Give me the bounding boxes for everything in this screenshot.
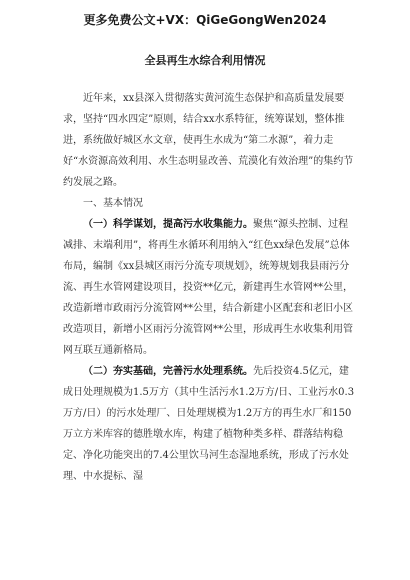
paragraph-1-lead: （一）科学谋划，提高污水收集能力。 xyxy=(83,219,253,230)
paragraph-2-lead: （二）夯实基础，完善污水处理系统。 xyxy=(83,366,253,377)
document-title: 全县再生水综合利用情况 xyxy=(144,54,266,67)
promo-header: 更多免费公文+VX：QiGeGongWen2024 xyxy=(83,13,327,27)
intro-paragraph: 近年来，xx县深入贯彻落实黄河流生态保护和高质量发展要求，坚持“四水四定”原则，结合xx水系特征，统筹谋划，整体推进，系统做好城区水文章，使再生水成为“第二水源”，着力走好“水资源高效利用、水生态明显改善、荒漠化有效治理”的集约节约发展之路。 xyxy=(63,93,354,188)
paragraph-1 xyxy=(63,214,355,361)
paragraph-2-text: 先后投资4.5亿元，建成日处理规模为1.5万方（其中生活污水1.2万方/日、工业污水0.3万方/日）的污水处理厂、日处理规模为1.2万方的再生水厂和150万立方米库容的德胜墩水库，构建了植物种类多样、群落结构稳定、净化功能突出的7.4公里饮马河生态湿地系统，形成了污水处理、中水提标、湿 xyxy=(63,366,355,482)
document-body xyxy=(63,88,355,487)
paragraph-2 xyxy=(63,361,355,487)
section-heading: 一、基本情况 xyxy=(83,198,143,209)
paragraph-1-text: 聚焦“源头控制、过程减排、末端利用”，将再生水循环利用纳入“红色xx绿色发展”总体布局，编制《xx县城区雨污分流专项规划》，统筹规划我县雨污分流、再生水管网建设项目，投资**亿元，新建再生水管网**公里，改造新增市政雨污分流管网**公里，结合新建小区配套和老旧小区改造项目，新增小区雨污分流管网**公里，形成再生水收集利用管网互联互通新格局。 xyxy=(63,219,353,356)
